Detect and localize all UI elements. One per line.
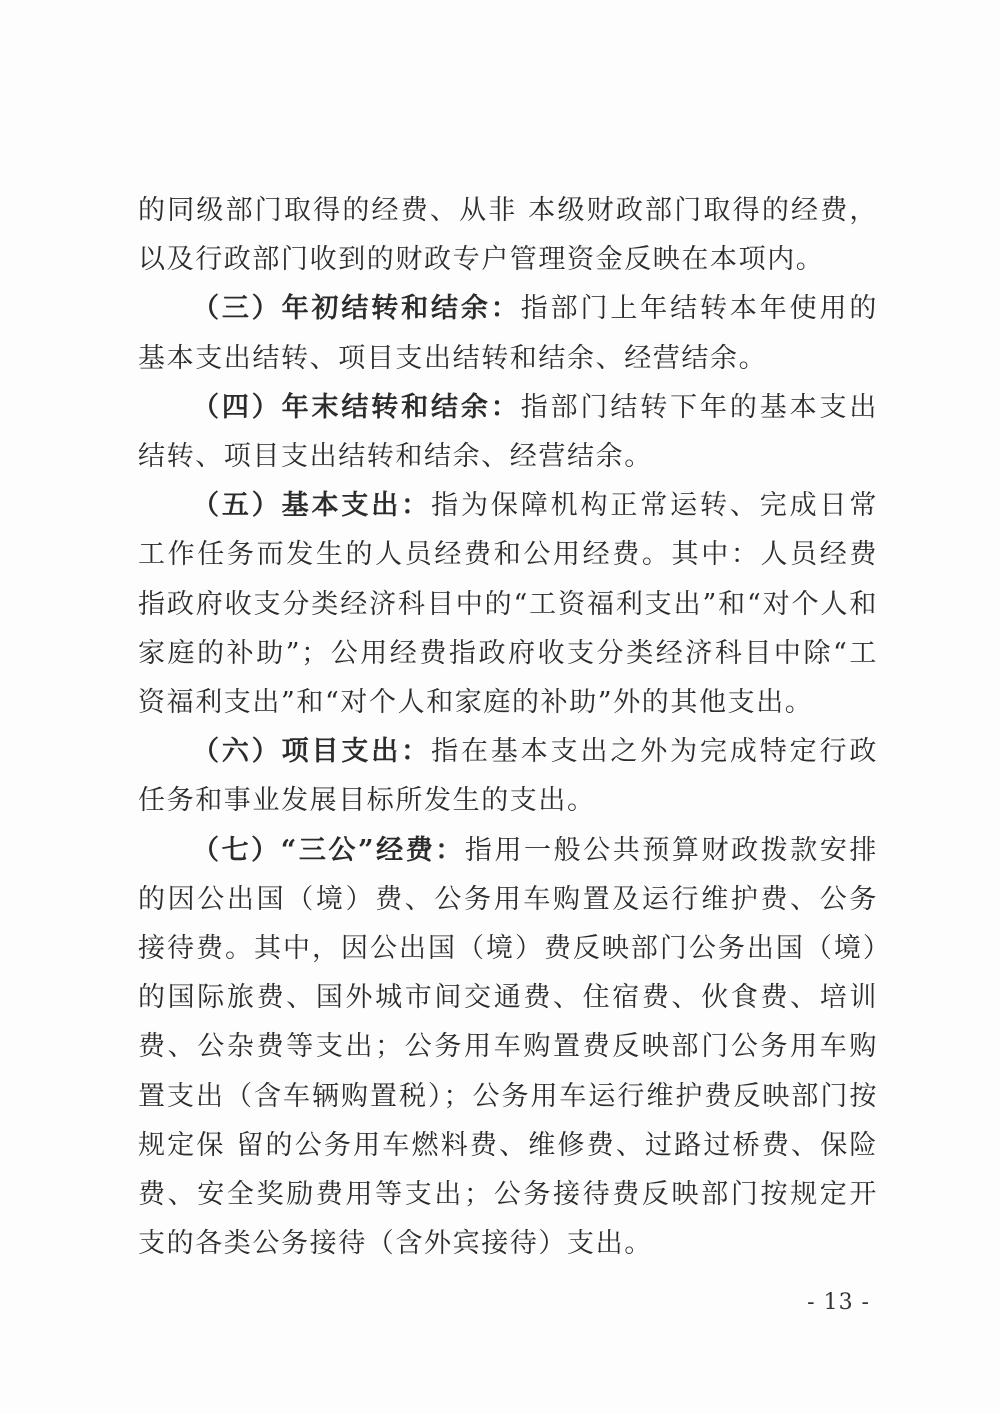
paragraph-three-public-expenses	[138, 826, 878, 1269]
paragraph-text: 的同级部门取得的经费、从非 本级财政部门取得的经费，以及行政部门收到的财政专户管理资金反映在本项内。	[138, 195, 878, 276]
paragraph-heading: （四）年末结转和结余：	[192, 391, 521, 423]
paragraph-continuation	[138, 186, 878, 284]
page-number: - 13 -	[807, 1290, 870, 1315]
paragraph-text: 指用一般公共预算财政拨款安排的因公出国（境）费、公务用车购置及运行维护费、公务接待费。其中，因公出国（境）费反映部门公务出国（境）的国际旅费、国外城市间交通费、住宿费、伙食费、培训费、公杂费等支出；公务用车购置费反映部门公务用车购置支出（含车辆购置税）；公务用车运行维护费反映部门按规定保 留的公务用车燃料费、维修费、过路过桥费、保险费、安全奖励费用等支出；公务接待费反映部门按规定开支的各类公务接待（含外宾接待）支出。	[138, 834, 878, 1260]
paragraph-project-expenditure	[138, 727, 878, 825]
paragraph-carryover-end-of-year	[138, 383, 878, 481]
paragraph-text: 指在基本支出之外为完成特定行政任务和事业发展目标所发生的支出。	[138, 736, 878, 817]
paragraph-carryover-start-of-year	[138, 284, 878, 382]
paragraph-text: 指部门结转下年的基本支出结转、项目支出结转和结余、经营结余。	[138, 391, 878, 473]
paragraph-basic-expenditure	[138, 481, 878, 727]
paragraph-heading: （三）年初结转和结余：	[192, 293, 521, 325]
paragraph-text: 指为保障机构正常运转、完成日常工作任务而发生的人员经费和公用经费。其中：人员经费指政府收支分类经济科目中的“工资福利支出”和“对个人和家庭的补助”；公用经费指政府收支分类经济科目中除“工资福利支出”和“对个人和家庭的补助”外的其他支出。	[138, 490, 878, 719]
paragraph-heading: （七）“三公”经费：	[192, 834, 465, 866]
paragraph-heading: （五）基本支出：	[192, 490, 432, 522]
document-body	[138, 186, 878, 1268]
paragraph-text: 指部门上年结转本年使用的基本支出结转、项目支出结转和结余、经营结余。	[138, 293, 878, 374]
paragraph-heading: （六）项目支出：	[192, 736, 432, 768]
